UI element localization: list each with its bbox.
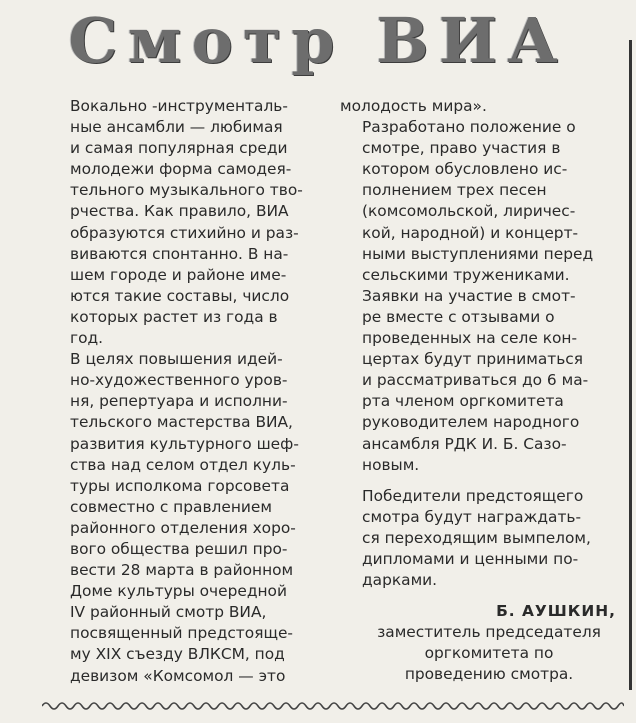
paragraph-gap <box>340 476 622 486</box>
text-line: Доме культуры очередной <box>70 582 287 601</box>
paragraph-4 <box>340 117 622 286</box>
left-column <box>48 96 328 687</box>
text-line: рта членом оргкомитета <box>362 392 564 411</box>
text-line: вого общества решил про- <box>70 539 288 558</box>
title-area <box>0 0 636 96</box>
text-line: вести 28 марта в районном <box>70 561 294 580</box>
text-line: Заявки на участие в смот- <box>362 286 576 305</box>
text-line: районного отделения хоро- <box>70 518 296 537</box>
paragraph-5 <box>340 286 622 476</box>
signature-role <box>340 622 622 685</box>
signature-role-line: заместитель председателя <box>377 623 601 642</box>
text-line: виваются спонтанно. В на- <box>70 244 289 263</box>
text-line: котором обусловлено ис- <box>362 160 568 179</box>
text-line: шем городе и районе име- <box>70 265 287 284</box>
text-line: (комсомольской, лиричес- <box>362 202 576 221</box>
text-line: новым. <box>362 455 420 474</box>
text-line: ются такие составы, число <box>70 286 290 305</box>
text-line: Разработано положение о <box>362 118 576 137</box>
text-line: Победители предстоящего <box>362 486 584 505</box>
paragraph-1 <box>48 96 328 349</box>
text-line: цертах будут приниматься <box>362 350 584 369</box>
text-line: руководителем народного <box>362 413 580 432</box>
text-line: ся переходящим вымпелом, <box>362 528 591 547</box>
text-line: молодость мира». <box>340 97 487 115</box>
text-line: ня, репертуара и исполни- <box>70 392 288 411</box>
text-line: рчества. Как правило, ВИА <box>70 202 289 221</box>
signature-role-line: проведению смотра. <box>404 665 574 684</box>
text-line: дарками. <box>362 571 438 590</box>
text-line: год. <box>70 329 104 348</box>
text-line: кой, народной) и концерт- <box>362 223 579 242</box>
text-line: ные ансамбли — любимая <box>70 118 283 137</box>
signature-name: Б. АУШКИН, <box>496 602 616 621</box>
signature-role-line: оргкомитета по <box>424 644 554 663</box>
text-line: смотра будут награждать- <box>362 507 582 526</box>
text-line: тельного музыкального тво- <box>70 181 303 200</box>
text-line: и самая популярная среди <box>70 139 288 158</box>
text-line: ре вместе с отзывами о <box>362 307 555 326</box>
text-line: му XIX съезду ВЛКСМ, под <box>70 645 285 664</box>
text-line: развития культурного шеф- <box>70 434 299 453</box>
paragraph-6 <box>340 486 622 591</box>
text-line: туры исполкома горсовета <box>70 476 290 495</box>
text-line: ансамбля РДК И. Б. Сазо- <box>362 434 567 453</box>
text-line: девизом «Комсомол — это <box>70 666 286 685</box>
text-line: ными выступлениями перед <box>362 244 594 263</box>
text-line: В целях повышения идей- <box>70 350 283 369</box>
right-column <box>340 96 622 686</box>
text-line: образуются стихийно и раз- <box>70 223 299 242</box>
text-line: тельского мастерства ВИА, <box>70 413 293 432</box>
wavy-divider <box>42 700 624 712</box>
article-title: Смотр ВИА <box>68 4 568 77</box>
text-line: молодежи форма самодея- <box>70 160 292 179</box>
text-line: IV районный смотр ВИА, <box>70 603 267 622</box>
text-line: дипломами и ценными по- <box>362 549 579 568</box>
paragraph-2 <box>48 349 328 687</box>
paragraph-3-continuation <box>340 96 622 117</box>
text-line: проведенных на селе кон- <box>362 329 578 348</box>
text-line: смотре, право участия в <box>362 139 561 158</box>
text-line: посвященный предстояще- <box>70 624 293 643</box>
text-line: полнением трех песен <box>362 181 547 200</box>
text-line: совместно с правлением <box>70 497 272 516</box>
text-line: которых растет из года в <box>70 307 278 326</box>
text-line: но-художественного уров- <box>70 371 288 390</box>
text-line: сельскими тружениками. <box>362 265 570 284</box>
text-line: ства над селом отдел куль- <box>70 455 296 474</box>
text-line: Вокально -инструменталь- <box>70 97 288 115</box>
column-border-line <box>629 40 632 690</box>
text-line: и рассматриваться до 6 ма- <box>362 371 589 390</box>
